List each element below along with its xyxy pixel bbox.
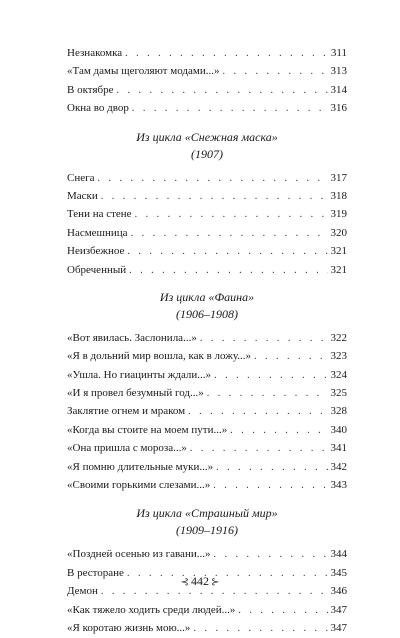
top-entries (67, 44, 347, 118)
dot-leader (188, 403, 327, 421)
entry-page: 346 (330, 585, 347, 598)
entry-title: В октябре (67, 83, 114, 96)
toc-entry (67, 619, 347, 637)
entry-title: Снега (67, 171, 95, 184)
entry-page: 345 (330, 566, 347, 579)
section-heading (67, 129, 347, 163)
dot-leader (207, 385, 328, 403)
dot-leader (132, 100, 328, 118)
table-of-contents (67, 44, 347, 637)
toc-entry (67, 242, 347, 260)
entry-title: В ресторане (67, 566, 124, 579)
entry-page: 347 (330, 621, 347, 634)
section-title: Из цикла «Страшный мир» (136, 506, 278, 521)
entry-page: 316 (330, 102, 347, 115)
toc-entry (67, 261, 347, 279)
entry-title: Обреченный (67, 263, 127, 276)
entry-title: Маски (67, 189, 98, 202)
entry-page: 314 (330, 83, 347, 96)
entry-page: 318 (330, 189, 347, 202)
toc-entry (67, 187, 347, 205)
entry-title: «Она пришла с мороза...» (67, 442, 187, 455)
dot-leader (238, 602, 327, 620)
section-heading (67, 505, 347, 539)
entry-page: 343 (330, 479, 347, 492)
dot-leader (131, 225, 328, 243)
section-entries (67, 329, 347, 495)
dot-leader (230, 422, 327, 440)
entry-title: «Когда вы стоите на моем пути...» (67, 423, 228, 436)
section-years: (1906–1908) (176, 306, 238, 321)
toc-entry (67, 99, 347, 117)
entry-title: «Вот явилась. Заслонила...» (67, 331, 197, 344)
entry-title: «Своими горькими слезами...» (67, 479, 211, 492)
entry-title: Окна во двор (67, 102, 129, 115)
dot-leader (125, 45, 328, 63)
entry-page: 321 (330, 263, 347, 276)
entry-page: 319 (330, 208, 347, 221)
toc-entry (67, 421, 347, 439)
section-entries (67, 169, 347, 279)
dot-leader (101, 188, 328, 206)
ornament-left-icon: ⊰ (180, 577, 189, 588)
toc-entry (67, 81, 347, 99)
dot-leader (254, 348, 327, 366)
toc-entry (67, 384, 347, 402)
dot-leader (127, 243, 327, 261)
entry-title: «Как тяжело ходить среди людей...» (67, 603, 236, 616)
dot-leader (129, 262, 327, 280)
toc-entry (67, 224, 347, 242)
entry-title: «Я в дольний мир вошла, как в ложу...» (67, 350, 252, 363)
entry-page: 340 (330, 423, 347, 436)
dot-leader (193, 620, 327, 638)
toc-entry (67, 439, 347, 457)
entry-title: Неизбежное (67, 245, 125, 258)
toc-entry (67, 205, 347, 223)
entry-page: 317 (330, 171, 347, 184)
entry-title: «Я коротаю жизнь мою...» (67, 621, 191, 634)
entry-page: 344 (330, 548, 347, 561)
entry-title: Незнакомка (67, 47, 123, 59)
entry-page: 311 (330, 47, 347, 59)
entry-title: «Там дамы щеголяют модами...» (67, 65, 220, 78)
dot-leader (135, 206, 328, 224)
dot-leader (200, 330, 328, 348)
section-entries (67, 545, 347, 637)
section-title: Из цикла «Фаина» (159, 289, 255, 304)
dot-leader (190, 440, 328, 458)
entry-title: «И я провел безумный год...» (67, 387, 204, 400)
dot-leader (117, 82, 328, 100)
toc-entry (67, 545, 347, 563)
entry-page: 328 (330, 405, 347, 418)
entry-title: «Поздней осенью из гавани...» (67, 548, 211, 561)
entry-page: 325 (330, 387, 347, 400)
dot-leader (214, 367, 327, 385)
toc-entry (67, 476, 347, 494)
entry-page: 320 (330, 226, 347, 239)
section-years: (1909–1916) (176, 523, 238, 538)
entry-page: 321 (330, 245, 347, 258)
ornament-right-icon: ⊱ (211, 577, 220, 588)
dot-leader (222, 63, 327, 81)
toc-entry (67, 44, 347, 62)
section-title: Из цикла «Снежная маска» (136, 129, 278, 144)
toc-entry (67, 329, 347, 347)
entry-title: «Я помню длительные муки...» (67, 460, 214, 473)
entry-page: 347 (330, 603, 347, 616)
dot-leader (98, 170, 328, 188)
toc-entry (67, 601, 347, 619)
toc-entry (67, 62, 347, 80)
entry-title: Насмешница (67, 226, 128, 239)
section-heading (67, 289, 347, 323)
dot-leader (213, 546, 327, 564)
entry-title: Тени на стене (67, 208, 132, 221)
entry-title: Демон (67, 585, 98, 598)
page-footer (0, 574, 400, 589)
entry-title: Заклятие огнем и мраком (67, 405, 186, 418)
dot-leader (216, 459, 327, 477)
entry-page: 341 (330, 442, 347, 455)
entry-title: «Ушла. Но гиацинты ждали...» (67, 368, 212, 381)
entry-page: 323 (330, 350, 347, 363)
entry-page: 342 (330, 460, 347, 473)
entry-page: 324 (330, 368, 347, 381)
toc-entry (67, 402, 347, 420)
toc-entry (67, 347, 347, 365)
entry-page: 322 (330, 331, 347, 344)
section-years: (1907) (191, 146, 223, 161)
toc-entry (67, 169, 347, 187)
toc-entry (67, 458, 347, 476)
page-number: 442 (191, 574, 209, 588)
toc-entry (67, 366, 347, 384)
entry-page: 313 (330, 65, 347, 78)
dot-leader (213, 477, 327, 495)
